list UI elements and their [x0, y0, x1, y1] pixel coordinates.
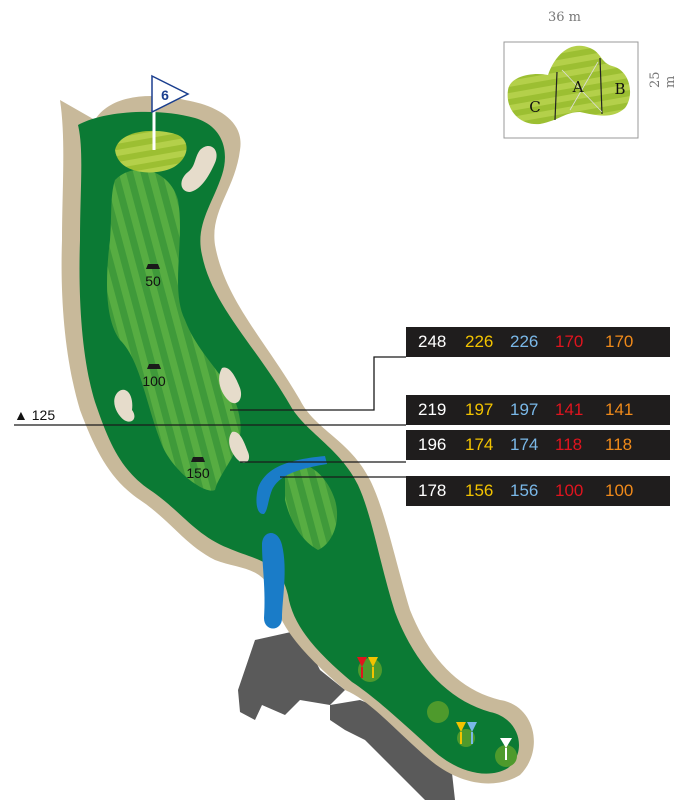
distance-orange: 141: [605, 400, 634, 419]
yardage-label: 100: [142, 373, 166, 389]
distance-yellow: 197: [465, 400, 494, 419]
yardage-label: 50: [145, 273, 161, 289]
side-marker-125: ▲ 125: [14, 407, 56, 423]
distance-white: 248: [418, 332, 447, 351]
green-section-a: A: [572, 78, 584, 96]
distance-row: [406, 327, 670, 357]
distance-white: 196: [418, 435, 447, 454]
distance-row: [406, 430, 670, 460]
distance-red: 141: [555, 400, 584, 419]
distance-white: 178: [418, 481, 447, 500]
distance-red: 100: [555, 481, 584, 500]
distance-orange: 170: [605, 332, 634, 351]
distance-blue: 197: [510, 400, 539, 419]
distance-blue: 226: [510, 332, 539, 351]
hole-number: 6: [161, 87, 169, 103]
green-width-label: 36 m: [548, 10, 582, 25]
distance-orange: 118: [605, 435, 633, 454]
distance-white: 219: [418, 400, 447, 419]
distance-yellow: 174: [465, 435, 494, 454]
distance-red: 118: [555, 435, 583, 454]
distance-yellow: 156: [465, 481, 494, 500]
green-depth-label: 25 m: [648, 71, 678, 88]
green-section-c: C: [529, 98, 541, 116]
distance-row: [406, 395, 670, 425]
distance-row: [406, 476, 670, 506]
yardage-label: 150: [186, 465, 210, 481]
green-section-b: B: [614, 80, 626, 98]
distance-blue: 174: [510, 435, 539, 454]
distance-yellow: 226: [465, 332, 494, 351]
distance-orange: 100: [605, 481, 634, 500]
yardage-marker-50: [145, 264, 161, 289]
distance-blue: 156: [510, 481, 539, 500]
green-diagram: [504, 42, 638, 138]
distance-red: 170: [555, 332, 584, 351]
